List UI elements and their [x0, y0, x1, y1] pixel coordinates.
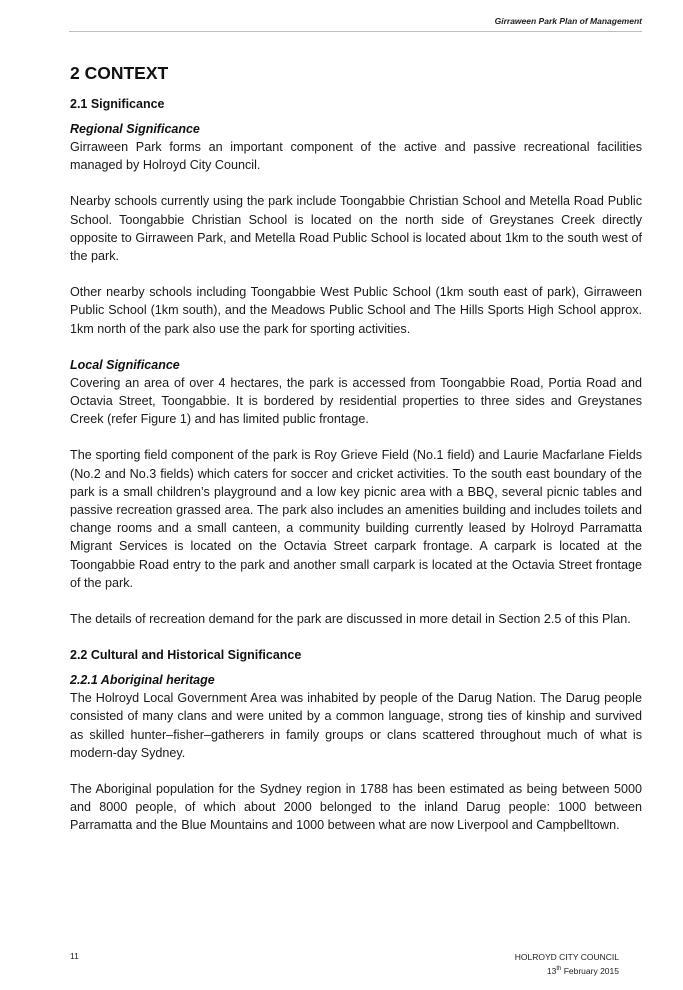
page-number: 11 [70, 951, 79, 961]
organisation-name: HOLROYD CITY COUNCIL [514, 952, 619, 962]
section-heading-significance: 2.1 Significance [70, 97, 165, 111]
page-content [70, 61, 642, 835]
paragraph: The sporting field component of the park is Roy Grieve Field (No.1 field) and Laurie Macfarlane Fields (No.2 and No.3 fields) which caters for soccer and cricket activities. To the south east boundary of the park is a small children’s playground and a low key picnic area with a BBQ, several picnic tables and passive recreation grassed area. The park also includes an amenities building and includes toilets and change rooms and a small canteen, a community building currently leased by Holroyd Parramatta Migrant Services is located on the Octavia Street carpark frontage. A carpark is located at the Toongabbie Road entry to the park and another small carpark is located at the Octavia Street frontage of the park. [70, 448, 642, 590]
paragraph: Other nearby schools including Toongabbie West Public School (1km south east of park), Girraween Public School (1km south), and the Meadows Public School and The Hills Sports High School approx. 1km north of the park also use the park for sporting activities. [70, 285, 642, 336]
section-heading-cultural: 2.2 Cultural and Historical Significance [70, 648, 302, 663]
paragraph: The details of recreation demand for the park are discussed in more detail in Section 2.5 of this Plan. [70, 612, 631, 627]
subheading-aboriginal-heritage: 2.2.1 Aboriginal heritage [70, 673, 215, 688]
paragraph: The Holroyd Local Government Area was inhabited by people of the Darug Nation. The Darug people consisted of many clans and were united by a common language, strong ties of kinship and survived as skilled hunter–fisher–gatherers in family groups or clans scattered throughout much of what is modern-day Sydney. [70, 691, 642, 760]
subheading-regional-significance: Regional Significance [70, 122, 200, 136]
date-day: 13 [546, 965, 557, 976]
footer-organisation [515, 951, 619, 977]
chapter-title: 2 CONTEXT [70, 63, 169, 83]
header-rule [69, 31, 642, 32]
date-suffix: th [556, 966, 562, 972]
footer-date [515, 963, 619, 977]
paragraph: Covering an area of over 4 hectares, the park is accessed from Toongabbie Road, Portia Road and Octavia Street, Toongabbie. It is bordered by residential properties to three sides and Greystanes Creek (refer Figure 1) and has limited public frontage. [70, 375, 642, 427]
paragraph: Nearby schools currently using the park include Toongabbie Christian School and Metella Road Public School. Toongabbie Christian School is located on the north side of Greystanes Creek directly opposite to Girraween Park, and Metella Road Public School is located about 1km to the south west of the park. [70, 194, 642, 264]
running-header: Girraween Park Plan of Management [494, 16, 642, 26]
paragraph: Girraween Park forms an important component of the active and passive recreational facilities managed by Holroyd City Council. [70, 140, 642, 173]
date-rest: February 2015 [561, 965, 619, 976]
subheading-local-significance: Local Significance [70, 357, 180, 372]
paragraph: The Aboriginal population for the Sydney region in 1788 has been estimated as being between 5000 and 8000 people, of which about 2000 belonged to the inland Darug people: 1000 between Parramatta and the Blue Mountains and 1000 between what are now Liverpool and Campbelltown. [70, 782, 642, 833]
